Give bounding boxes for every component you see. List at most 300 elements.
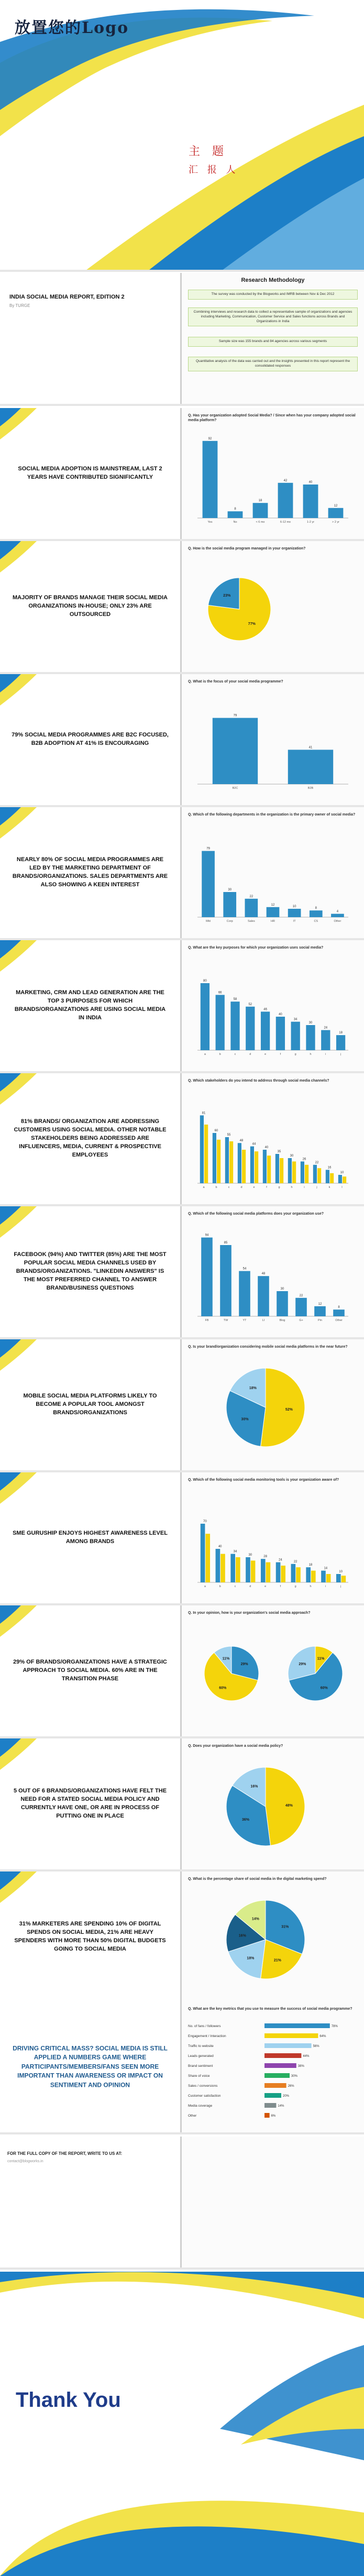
survey-chart <box>187 1887 359 1992</box>
bar <box>321 1571 326 1582</box>
category-label: Blog <box>279 1319 285 1322</box>
slide-headline: 79% SOCIAL MEDIA PROGRAMMES ARE B2C FOCUSED, B2B ADOPTION AT 41% IS ENCOURAGING <box>12 732 169 746</box>
slide-chart-panel <box>182 408 364 539</box>
category-label: d <box>240 1186 242 1189</box>
bar <box>288 1158 292 1183</box>
footer-contact-email: contact@blogworks.in <box>7 2160 43 2163</box>
metric-bar <box>264 2033 318 2038</box>
slide-left-panel <box>0 541 180 672</box>
bar <box>204 1125 208 1183</box>
pie-value-label: 36% <box>241 1818 250 1822</box>
pie-value-label: 16% <box>238 1934 246 1938</box>
bar <box>246 1007 255 1050</box>
bar-value-label: 70 <box>203 1520 207 1523</box>
bar-value-label: 18 <box>258 499 262 503</box>
bar-value-label: 58 <box>233 998 237 1001</box>
category-label: < 6 mo <box>256 521 265 524</box>
bar-value-label: 12 <box>334 504 338 508</box>
cover-swoosh-graphic <box>0 0 364 272</box>
category-label: j <box>340 1585 341 1588</box>
pie-value-label: 60% <box>320 1686 328 1690</box>
category-label: l <box>341 1186 343 1189</box>
bar-value-label: 54 <box>242 1267 247 1271</box>
category-label: b <box>219 1585 221 1588</box>
bar <box>280 1158 283 1183</box>
metric-bar <box>264 2103 276 2108</box>
survey-chart <box>187 1089 359 1194</box>
category-label: j <box>340 1053 341 1056</box>
slide-left-panel <box>0 1738 180 1869</box>
bar-value-label: 22 <box>299 1294 303 1297</box>
bar <box>295 1298 307 1316</box>
slide-left-panel <box>0 1605 180 1736</box>
metric-label: Customer satisfaction <box>188 2094 221 2098</box>
metric-value: 20% <box>283 2095 290 2098</box>
content-slide <box>0 674 364 807</box>
survey-question: Q. What are the key purposes for which your organization uses social media? <box>188 946 324 950</box>
bar-value-label: 34 <box>293 1018 297 1021</box>
bar <box>253 503 268 518</box>
bar <box>321 1030 330 1050</box>
survey-question: Q. How is the social media program managed in your organization? <box>188 547 306 551</box>
bar-value-label: 41 <box>308 746 313 750</box>
survey-question: Q. Which of the following social media platforms does your organization use? <box>188 1212 324 1216</box>
bar <box>220 1245 231 1316</box>
content-slide <box>0 807 364 940</box>
bar <box>328 508 344 518</box>
pie-value-label: 77% <box>248 622 256 626</box>
bar-value-label: 52 <box>248 1003 252 1006</box>
methodology-box: The survey was conducted by the Blogworks and IMRB between Nov & Dec 2012 <box>188 290 358 300</box>
bar-value-label: 28 <box>263 1555 267 1559</box>
methodology-box: Sample size was 155 brands and 84 agencies across various segments <box>188 337 358 347</box>
slide-left-panel <box>0 1206 180 1337</box>
bar-value-label: 42 <box>283 479 288 482</box>
metric-label: Sales / conversions <box>188 2084 218 2088</box>
bar <box>292 1161 296 1183</box>
survey-question: Q. Has your organization adopted Social Media? / Since when has your company adopted social media platform? <box>188 414 356 423</box>
bar-value-label: 44 <box>252 1142 256 1146</box>
category-label: h <box>310 1053 312 1056</box>
pie-value-label: 23% <box>223 593 231 598</box>
bar <box>341 1576 346 1582</box>
slide-chart-panel <box>182 807 364 938</box>
bar-value-label: 14 <box>324 1567 328 1570</box>
category-label: e <box>264 1053 267 1056</box>
bar-value-label: 34 <box>233 1550 237 1554</box>
bar <box>261 1011 270 1050</box>
bar-value-label: 8 <box>315 907 317 910</box>
survey-question: Q. What is the focus of your social media programme? <box>188 680 283 684</box>
bar <box>277 1291 288 1316</box>
metric-label: Share of voice <box>188 2074 210 2078</box>
bar <box>255 1151 258 1183</box>
slide-chart-panel <box>182 1472 364 1603</box>
slide-headline: 31% MARKETERS ARE SPENDING 10% OF DIGITAL SPENDS ON SOCIAL MEDIA, 21% ARE HEAVY SPENDERS WITH MORE THAN 50% DIGITAL BUDGETS GOING TO SOCIAL MEDIA <box>14 1921 166 1952</box>
bar-value-label: 40 <box>279 1013 282 1016</box>
category-label: b <box>219 1053 221 1056</box>
footer-left <box>0 2137 180 2267</box>
slide-headline: 29% OF BRANDS/ORGANIZATIONS HAVE A STRATEGIC APPROACH TO SOCIAL MEDIA. 60% ARE IN THE TRANSITION PHASE <box>13 1659 167 1682</box>
survey-question: Q. Which of the following departments in the organization is the primary owner of social media? <box>188 813 356 817</box>
methodology-panel <box>182 273 364 404</box>
bar <box>288 909 301 917</box>
category-label: b <box>215 1186 217 1189</box>
category-label: Mkt <box>206 920 211 923</box>
slide-chart-panel <box>182 940 364 1071</box>
bar <box>201 1524 205 1582</box>
bar <box>330 1173 334 1183</box>
bar <box>291 1564 296 1582</box>
bar <box>336 1035 345 1050</box>
bar-value-label: 26 <box>302 1158 306 1161</box>
bar <box>242 1150 246 1183</box>
bar <box>230 1001 239 1050</box>
slide-chart-panel <box>182 1339 364 1470</box>
bar <box>301 1161 304 1183</box>
bar-value-label: 94 <box>205 1234 209 1237</box>
bar <box>202 851 215 917</box>
category-label: 1-2 yr <box>306 521 315 524</box>
bar-value-label: 24 <box>279 1558 282 1562</box>
bar-value-label: 18 <box>339 1031 343 1035</box>
bar <box>311 1571 316 1582</box>
bar-value-label: 40 <box>308 481 313 484</box>
category-label: i <box>325 1053 326 1056</box>
content-slide <box>0 1339 364 1472</box>
survey-question: Q. In your opinion, how is your organization's social media approach? <box>188 1611 311 1615</box>
logo-placeholder-text: 放置您的Logo <box>15 19 129 37</box>
category-label: CS <box>314 920 318 923</box>
bar <box>313 1165 317 1183</box>
bar-value-label: 35 <box>277 1150 281 1153</box>
bar <box>281 1566 285 1582</box>
footer-right <box>182 2137 364 2267</box>
bar <box>228 511 243 518</box>
metric-value: 14% <box>278 2105 284 2108</box>
bar <box>245 899 258 917</box>
bar <box>213 718 258 784</box>
pie-value-label: 29% <box>240 1662 248 1666</box>
content-slide <box>0 1073 364 1206</box>
category-label: d <box>249 1053 251 1056</box>
metric-bar <box>264 2063 296 2068</box>
methodology-title: Research Methodology <box>241 277 305 283</box>
thanks-slide <box>0 2272 364 2576</box>
survey-question: Q. Is your brand/organization considering mobile social media platforms in the near future? <box>188 1345 348 1349</box>
survey-chart <box>187 1355 359 1460</box>
slide-chart-panel <box>182 1738 364 1869</box>
bar-value-label: 30 <box>290 1154 294 1158</box>
metric-bar <box>264 2053 301 2058</box>
pie-value-label: 11% <box>222 1657 230 1661</box>
pie-slice <box>261 1368 305 1447</box>
closing-statement: DRIVING CRITICAL MASS? SOCIAL MEDIA IS STILL APPLIED A NUMBERS GAME WHERE PARTICIPANTS/MEMBERS/FANS SEEN MORE IMPORTANT THAN AWARENESS OR IMPACT ON SENTIMENT AND OPINION <box>13 2044 168 2089</box>
bar <box>239 1271 250 1316</box>
bar-value-label: 80 <box>203 979 207 983</box>
methodology-box: Quantitative analysis of the data was carried out and the insights presented in this report represent the consolidated responses <box>188 357 358 371</box>
category-label: d <box>249 1585 251 1588</box>
category-label: TW <box>223 1319 228 1322</box>
metric-label: Brand sentiment <box>188 2064 213 2068</box>
bar <box>303 485 318 518</box>
category-label: c <box>228 1186 230 1189</box>
bar-value-label: 81 <box>202 1111 206 1115</box>
survey-chart <box>187 1222 359 1327</box>
bar-value-label: 12 <box>318 1302 322 1306</box>
bar <box>333 1309 345 1316</box>
metric-label: No. of fans / followers <box>188 2024 221 2028</box>
bar-value-label: 85 <box>224 1241 228 1245</box>
category-label: i <box>325 1585 326 1588</box>
category-label: a <box>204 1053 206 1056</box>
category-label: YT <box>242 1319 247 1322</box>
content-slide <box>0 1738 364 1872</box>
bar <box>238 1143 241 1183</box>
bar-value-label: 4 <box>336 910 339 913</box>
slide-headline: SME GURUSHIP ENJOYS HIGHEST AWARENESS LEVEL AMONG BRANDS <box>13 1530 168 1545</box>
bar <box>275 1154 279 1183</box>
slide-chart-panel <box>182 674 364 805</box>
bar <box>291 1022 300 1050</box>
metric-label: Other <box>188 2114 197 2118</box>
metric-value: 26% <box>288 2085 294 2088</box>
pie-value-label: 48% <box>285 1804 293 1808</box>
closing-right <box>182 2001 364 2132</box>
category-label: B2B <box>307 787 314 790</box>
slide-chart-panel <box>182 1605 364 1736</box>
metric-value: 30% <box>291 2075 298 2078</box>
bar-value-label: 16 <box>327 1166 332 1170</box>
category-label: Pin <box>318 1319 322 1322</box>
bar-value-label: 40 <box>218 1545 222 1548</box>
bar-value-label: 30 <box>308 1021 313 1025</box>
metric-label: Engagement / Interaction <box>188 2034 226 2038</box>
bar <box>261 1559 266 1582</box>
bar <box>317 1168 321 1183</box>
bar <box>201 983 209 1050</box>
content-slide <box>0 1872 364 2005</box>
category-label: HR <box>271 920 275 923</box>
bar <box>336 1574 341 1582</box>
bar <box>306 1567 311 1582</box>
slide-left-panel <box>0 1472 180 1603</box>
bar <box>306 1025 315 1050</box>
slide-chart-panel <box>182 1872 364 2002</box>
methodology-box: Combining interviews and research data to collect a representative sample of organizations and agencies including Marketing, Communication, Customer Service and Sales functions across Brands and Organizations in India <box>188 307 358 326</box>
category-label: Corp <box>226 920 233 923</box>
bar <box>229 1141 233 1183</box>
slide-left-panel <box>0 674 180 805</box>
bar <box>266 1562 271 1582</box>
report-subtitle: By TURGE <box>9 303 30 308</box>
pie-value-label: 30% <box>241 1417 249 1422</box>
pie-value-label: 16% <box>250 1785 258 1789</box>
survey-chart <box>187 1488 359 1593</box>
slide-left-panel <box>0 1073 180 1204</box>
survey-question: Q. Does your organization have a social media policy? <box>188 1744 283 1748</box>
report-intro-slide <box>0 273 364 406</box>
slide-left-panel <box>0 940 180 1071</box>
bar <box>203 441 218 518</box>
bar-value-label: 48 <box>261 1272 266 1276</box>
bar <box>220 1554 225 1582</box>
metric-bar <box>264 2073 290 2078</box>
bar <box>343 1176 346 1183</box>
bar <box>288 750 333 784</box>
bar-value-label: 22 <box>315 1161 319 1164</box>
bar <box>216 995 225 1050</box>
metric-bar <box>264 2093 281 2098</box>
content-slide <box>0 1206 364 1339</box>
slide-headline: MOBILE SOCIAL MEDIA PLATFORMS LIKELY TO BECOME A POPULAR TOOL AMONGST BRANDS/ORGANIZATIONS <box>23 1393 157 1416</box>
bar-value-label: 40 <box>264 1146 269 1149</box>
category-label: Other <box>335 1319 343 1322</box>
pie-value-label: 21% <box>273 1958 281 1963</box>
category-label: g <box>278 1186 280 1189</box>
cover-slide <box>0 0 364 272</box>
category-label: IT <box>293 920 296 923</box>
category-label: h <box>291 1186 293 1189</box>
bar <box>236 1557 240 1582</box>
footer-slide <box>0 2137 364 2270</box>
category-label: Sales <box>247 920 255 923</box>
bar <box>276 1562 281 1582</box>
category-label: B2C <box>232 787 238 790</box>
survey-question: Q. What is the percentage share of social media in the digital marketing spend? <box>188 1877 327 1881</box>
closing-question: Q. What are the key metrics that you use to measure the success of social media programme? <box>188 2007 352 2011</box>
category-label: c <box>234 1585 236 1588</box>
slide-headline: FACEBOOK (94%) AND TWITTER (85%) ARE THE MOST POPULAR SOCIAL MEDIA CHANNELS USED BY BRANDS/ORGANIZATIONS. "LINKEDIN ANSWERS" IS THE MOST PREFERRED CHANNEL TO ANSWER BRAND/BUSINESS QUESTIONS <box>14 1251 167 1291</box>
slide-headline: 81% BRANDS/ ORGANIZATION ARE ADDRESSING CUSTOMERS USING SOCIAL MEDIA. OTHER NOTABLE STAKEHOLDERS BEING ADDRESSED ARE INFLUENCERS, MEDIA, CURRENT & PROSPECTIVE EMPLOYEES <box>14 1118 167 1158</box>
bar-value-label: 22 <box>249 895 253 898</box>
survey-question: Q. Which stakeholders do you intend to address through social media channels? <box>188 1079 329 1083</box>
survey-question: Q. Which of the following social media monitoring tools is your organization aware of? <box>188 1478 339 1482</box>
bar <box>205 1534 210 1582</box>
survey-chart <box>187 1754 359 1859</box>
bar-value-label: 10 <box>292 905 296 908</box>
survey-chart <box>187 823 359 928</box>
category-label: h <box>310 1585 312 1588</box>
slide-left-panel <box>0 408 180 539</box>
metric-label: Media coverage <box>188 2104 213 2108</box>
bar <box>217 1140 220 1183</box>
slide-left-panel <box>0 807 180 938</box>
category-label: Yes <box>207 521 213 524</box>
thanks-swoosh-graphic <box>0 2272 364 2576</box>
category-label: c <box>234 1053 236 1056</box>
bar-value-label: 30 <box>280 1287 284 1291</box>
bar-value-label: 92 <box>208 437 212 441</box>
bar <box>200 1115 204 1183</box>
metric-label: Traffic to website <box>188 2044 214 2048</box>
bar-value-label: 79 <box>206 847 210 851</box>
bar-value-label: 48 <box>239 1139 244 1143</box>
category-label: FB <box>205 1319 209 1322</box>
category-label: a <box>203 1186 205 1189</box>
report-title: INDIA SOCIAL MEDIA REPORT, EDITION 2 <box>9 294 125 300</box>
metrics-chart <box>186 2019 359 2129</box>
slide-headline: MAJORITY OF BRANDS MANAGE THEIR SOCIAL MEDIA ORGANIZATIONS IN-HOUSE; ONLY 23% ARE OUTSOURCED <box>13 595 168 618</box>
bar-value-label: 18 <box>308 1564 313 1567</box>
metric-bar <box>264 2083 286 2088</box>
bar <box>230 1554 235 1582</box>
metric-bar <box>264 2023 330 2028</box>
bar <box>310 910 323 917</box>
bar <box>258 1276 269 1316</box>
bar-value-label: 30 <box>228 888 232 891</box>
metric-value: 38% <box>297 2065 304 2068</box>
slide-chart-panel <box>182 1206 364 1337</box>
category-label: G+ <box>299 1319 303 1322</box>
survey-chart <box>187 557 359 662</box>
bar <box>263 1150 267 1183</box>
category-label: Other <box>334 920 341 923</box>
slide-headline: SOCIAL MEDIA ADOPTION IS MAINSTREAM, LAST 2 YEARS HAVE CONTRIBUTED SIGNIFICANTLY <box>18 466 162 480</box>
bar <box>331 914 344 917</box>
pie-value-label: 18% <box>249 1386 257 1391</box>
bar <box>225 1137 229 1183</box>
bar <box>267 907 280 917</box>
slide-headline: 5 OUT OF 6 BRANDS/ORGANIZATIONS HAVE FELT THE NEED FOR A STATED SOCIAL MEDIA POLICY AND CURRENTLY HAVE ONE, OR ARE IN PROCESS OF PUTTING ONE IN PLACE <box>13 1788 167 1819</box>
bar-value-label: 8 <box>338 1306 340 1309</box>
metric-bar <box>264 2043 312 2048</box>
pie-value-label: 11% <box>317 1657 325 1661</box>
bar <box>246 1557 250 1582</box>
bar-value-label: 79 <box>233 714 237 718</box>
category-label: j <box>316 1186 317 1189</box>
bar-value-label: 46 <box>263 1008 267 1011</box>
bar-value-label: 60 <box>214 1129 218 1132</box>
bar <box>216 1549 220 1582</box>
survey-chart <box>187 956 359 1061</box>
bar <box>326 1574 331 1582</box>
bar-value-label: 10 <box>339 1570 343 1573</box>
bar <box>314 1306 326 1316</box>
pie-value-label: 60% <box>219 1686 227 1690</box>
report-intro-left <box>0 273 180 404</box>
content-slide <box>0 541 364 674</box>
metric-value: 6% <box>271 2115 276 2118</box>
metric-bar <box>264 2113 270 2118</box>
bar-value-label: 8 <box>234 508 236 511</box>
slide-headline: MARKETING, CRM AND LEAD GENERATION ARE THE TOP 3 PURPOSES FOR WHICH BRANDS/ORGANIZATIONS ARE USING SOCIAL MEDIA IN INDIA <box>14 989 166 1021</box>
category-label: i <box>304 1186 305 1189</box>
bar <box>250 1147 254 1183</box>
category-label: a <box>204 1585 206 1588</box>
pie-value-label: 14% <box>251 1917 259 1921</box>
bar <box>276 1017 285 1050</box>
survey-chart <box>187 690 359 795</box>
pie-value-label: 31% <box>281 1925 289 1929</box>
slide-left-panel <box>0 1339 180 1470</box>
bar-value-label: 30 <box>248 1554 252 1557</box>
category-label: No <box>233 521 237 524</box>
bar-value-label: 22 <box>293 1560 297 1564</box>
content-slide <box>0 940 364 1073</box>
bar <box>278 483 293 518</box>
pie-value-label: 18% <box>247 1956 255 1961</box>
slide-chart-panel <box>182 1073 364 1204</box>
bar <box>267 1155 271 1183</box>
thank-you-text: Thank You <box>16 2388 121 2412</box>
category-label: e <box>253 1186 255 1189</box>
bar <box>213 1133 216 1183</box>
content-slide <box>0 408 364 541</box>
category-label: f <box>280 1053 281 1056</box>
metric-value: 44% <box>303 2055 310 2058</box>
bar <box>201 1238 213 1316</box>
